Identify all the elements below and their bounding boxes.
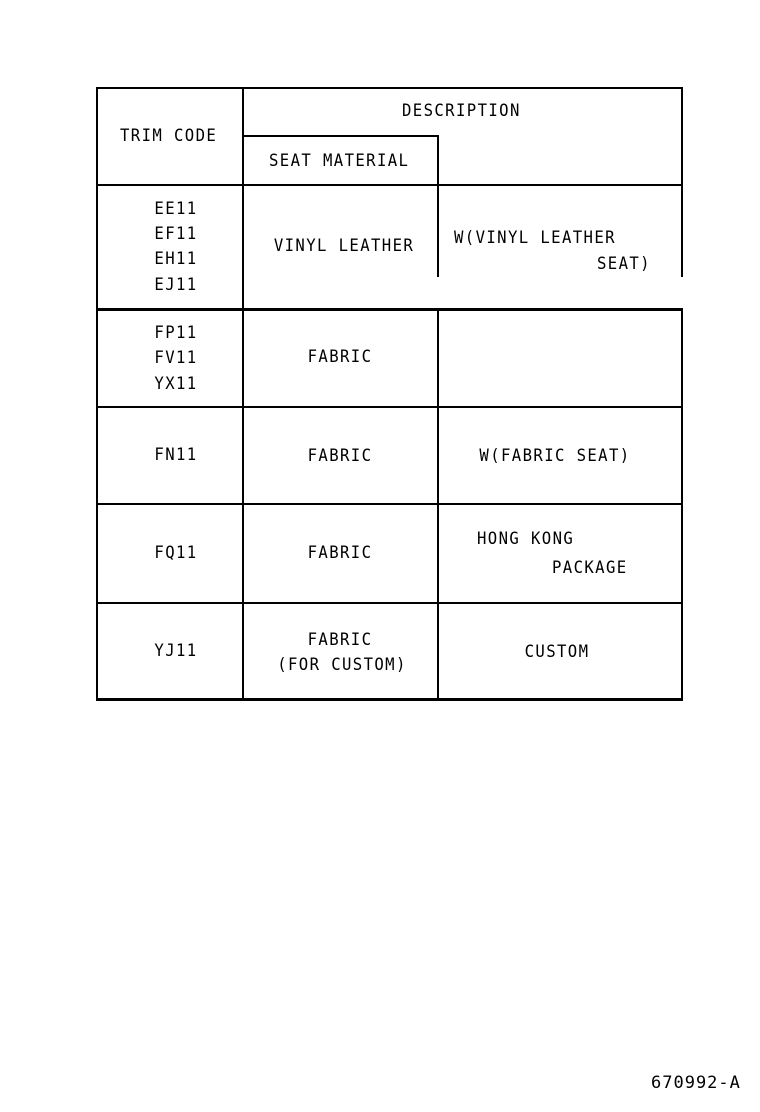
column-divider-note xyxy=(437,309,439,701)
trim-code: FV11 xyxy=(154,348,198,368)
column-divider-note xyxy=(437,135,439,277)
seat-material: FABRIC xyxy=(307,630,373,650)
table-right-border xyxy=(681,309,683,701)
seat-material: VINYL LEATHER xyxy=(273,236,415,256)
seat-material-header: SEAT MATERIAL xyxy=(269,151,410,171)
seat-material: FABRIC xyxy=(307,446,373,466)
description-note: W(FABRIC SEAT) xyxy=(479,446,631,466)
table-left-border xyxy=(96,87,98,701)
description-subheader-line xyxy=(242,135,439,137)
column-divider-code xyxy=(242,87,244,701)
trim-code: EH11 xyxy=(154,249,198,269)
trim-code: YX11 xyxy=(154,374,198,394)
row-divider xyxy=(96,308,683,311)
trim-code-header: TRIM CODE xyxy=(120,126,218,146)
seat-material: FABRIC xyxy=(307,347,373,367)
row-divider xyxy=(96,602,683,604)
trim-code: YJ11 xyxy=(154,641,198,661)
description-note: W(VINYL LEATHER xyxy=(454,228,616,248)
trim-code: FP11 xyxy=(154,323,198,343)
header-bottom-line xyxy=(96,184,683,186)
trim-code: EJ11 xyxy=(154,275,198,295)
description-note: PACKAGE xyxy=(552,558,628,578)
seat-material: (FOR CUSTOM) xyxy=(277,655,407,675)
seat-material: FABRIC xyxy=(307,543,373,563)
description-note: CUSTOM xyxy=(524,642,590,662)
document-id: 670992-A xyxy=(651,1073,741,1093)
trim-code: EF11 xyxy=(154,224,198,244)
row-divider xyxy=(96,503,683,505)
trim-code: EE11 xyxy=(154,199,198,219)
trim-code: FQ11 xyxy=(154,543,198,563)
row-divider xyxy=(96,406,683,408)
table-bottom-border xyxy=(96,698,683,701)
description-note: SEAT) xyxy=(597,254,651,274)
table-top-border xyxy=(96,87,683,89)
trim-code: FN11 xyxy=(154,445,198,465)
description-header: DESCRIPTION xyxy=(402,101,521,121)
description-note: HONG KONG xyxy=(477,529,575,549)
table-right-border xyxy=(681,87,683,277)
